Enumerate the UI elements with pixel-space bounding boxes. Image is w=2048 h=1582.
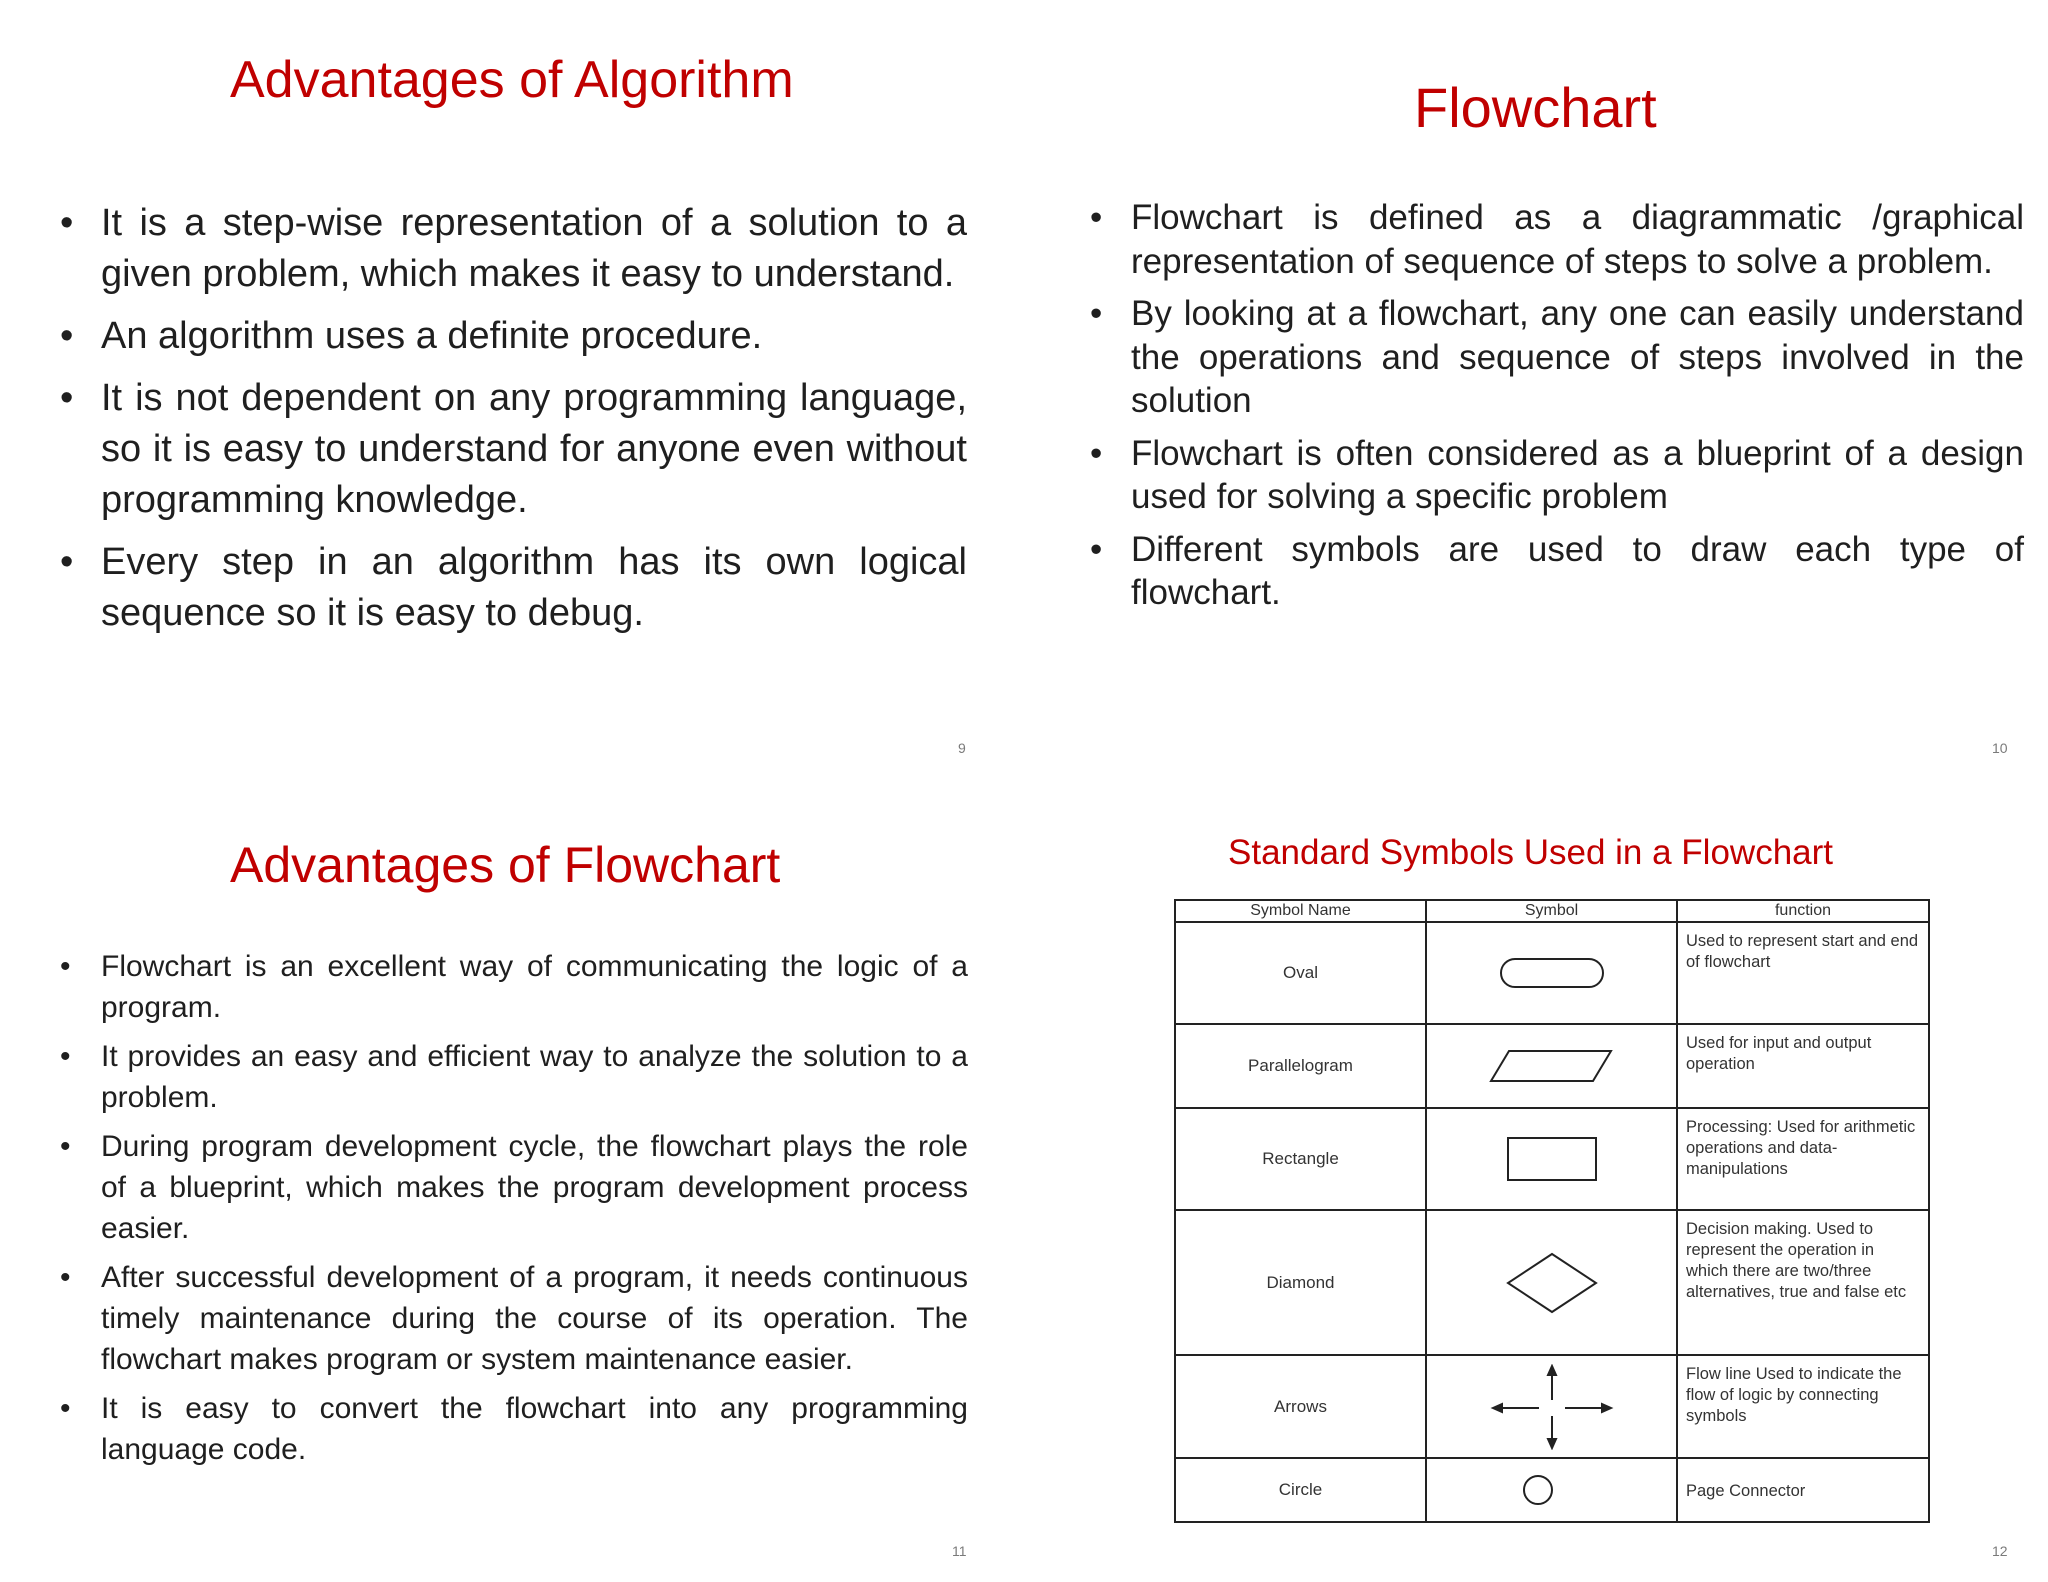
bullet-item: • It is easy to convert the flowchart into any programming language code. bbox=[60, 1388, 968, 1470]
symbol-function: Flow line Used to indicate the flow of logic by connecting symbols bbox=[1677, 1355, 1929, 1458]
bullet-item: • Flowchart is an excellent way of communicating the logic of a program. bbox=[60, 946, 968, 1028]
table-row bbox=[1175, 1355, 1929, 1458]
bullet-item: • During program development cycle, the flowchart plays the role of a blueprint, which makes the program development process easier. bbox=[60, 1126, 968, 1249]
bullet-item: • An algorithm uses a definite procedure. bbox=[60, 311, 967, 362]
bullet-list bbox=[60, 198, 967, 650]
bullet-item: • Different symbols are used to draw each type of flowchart. bbox=[1090, 528, 2024, 615]
symbol-function: Decision making. Used to represent the operation in which there are two/three alternatives, true and false etc bbox=[1677, 1210, 1929, 1355]
symbol-function: Page Connector bbox=[1677, 1458, 1929, 1522]
bullet-item: • By looking at a flowchart, any one can easily understand the operations and sequence of steps involved in the solution bbox=[1090, 292, 2024, 423]
table-row bbox=[1175, 922, 1929, 1024]
bullet-item: • Every step in an algorithm has its own logical sequence so it is easy to debug. bbox=[60, 537, 967, 639]
symbol-cell bbox=[1426, 1355, 1677, 1458]
symbol-name: Oval bbox=[1175, 922, 1426, 1024]
slide-standard-symbols bbox=[1024, 791, 2048, 1582]
bullet-item: • Flowchart is often considered as a blueprint of a design used for solving a specific problem bbox=[1090, 432, 2024, 519]
page-number: 12 bbox=[1992, 1543, 2008, 1559]
symbol-name: Diamond bbox=[1175, 1210, 1426, 1355]
slide-advantages-of-flowchart bbox=[0, 791, 1024, 1582]
column-header: Symbol Name bbox=[1175, 900, 1426, 922]
circle-icon bbox=[1520, 1472, 1556, 1508]
symbol-name: Circle bbox=[1175, 1458, 1426, 1522]
parallelogram-icon bbox=[1487, 1046, 1617, 1086]
bullet-item: • It is a step-wise representation of a solution to a given problem, which makes it easy to understand. bbox=[60, 198, 967, 300]
slide-title: Standard Symbols Used in a Flowchart bbox=[1228, 833, 1833, 872]
symbol-cell bbox=[1426, 1108, 1677, 1210]
column-header: Symbol bbox=[1426, 900, 1677, 922]
table-header-row bbox=[1175, 900, 1929, 922]
diamond-icon bbox=[1504, 1251, 1600, 1315]
bullet-list bbox=[1090, 196, 2024, 624]
page-number: 9 bbox=[958, 740, 966, 756]
table-row bbox=[1175, 1458, 1929, 1522]
oval-icon bbox=[1497, 953, 1607, 993]
symbol-cell bbox=[1426, 1210, 1677, 1355]
bullet-list bbox=[60, 946, 968, 1478]
symbol-name: Arrows bbox=[1175, 1355, 1426, 1458]
table-row bbox=[1175, 1210, 1929, 1355]
page-number: 11 bbox=[952, 1543, 967, 1559]
bullet-item: • Flowchart is defined as a diagrammatic /graphical representation of sequence of steps to solve a problem. bbox=[1090, 196, 2024, 283]
page-number: 10 bbox=[1992, 740, 2008, 756]
bullet-item: • It is not dependent on any programming language, so it is easy to understand for anyone even without programming knowledge. bbox=[60, 373, 967, 526]
slide-title: Advantages of Algorithm bbox=[230, 51, 794, 109]
symbol-function: Processing: Used for arithmetic operations and data-manipulations bbox=[1677, 1108, 1929, 1210]
slide-flowchart bbox=[1024, 0, 2048, 791]
symbol-name: Parallelogram bbox=[1175, 1024, 1426, 1108]
column-header: function bbox=[1677, 900, 1929, 922]
symbol-name: Rectangle bbox=[1175, 1108, 1426, 1210]
table-row bbox=[1175, 1024, 1929, 1108]
bullet-item: • It provides an easy and efficient way to analyze the solution to a problem. bbox=[60, 1036, 968, 1118]
bullet-item: • After successful development of a program, it needs continuous timely maintenance during the course of its operation. The flowchart makes program or system maintenance easier. bbox=[60, 1257, 968, 1380]
symbols-table bbox=[1174, 899, 1930, 1523]
symbol-cell bbox=[1426, 1458, 1677, 1522]
slide-advantages-of-algorithm bbox=[0, 0, 1024, 791]
slide-title: Flowchart bbox=[1414, 76, 1657, 139]
arrows-icon bbox=[1487, 1364, 1617, 1450]
slide-title: Advantages of Flowchart bbox=[230, 837, 781, 893]
symbol-function: Used for input and output operation bbox=[1677, 1024, 1929, 1108]
symbol-cell bbox=[1426, 922, 1677, 1024]
symbol-function: Used to represent start and end of flowchart bbox=[1677, 922, 1929, 1024]
symbol-cell bbox=[1426, 1024, 1677, 1108]
table-row bbox=[1175, 1108, 1929, 1210]
rectangle-icon bbox=[1504, 1134, 1600, 1184]
